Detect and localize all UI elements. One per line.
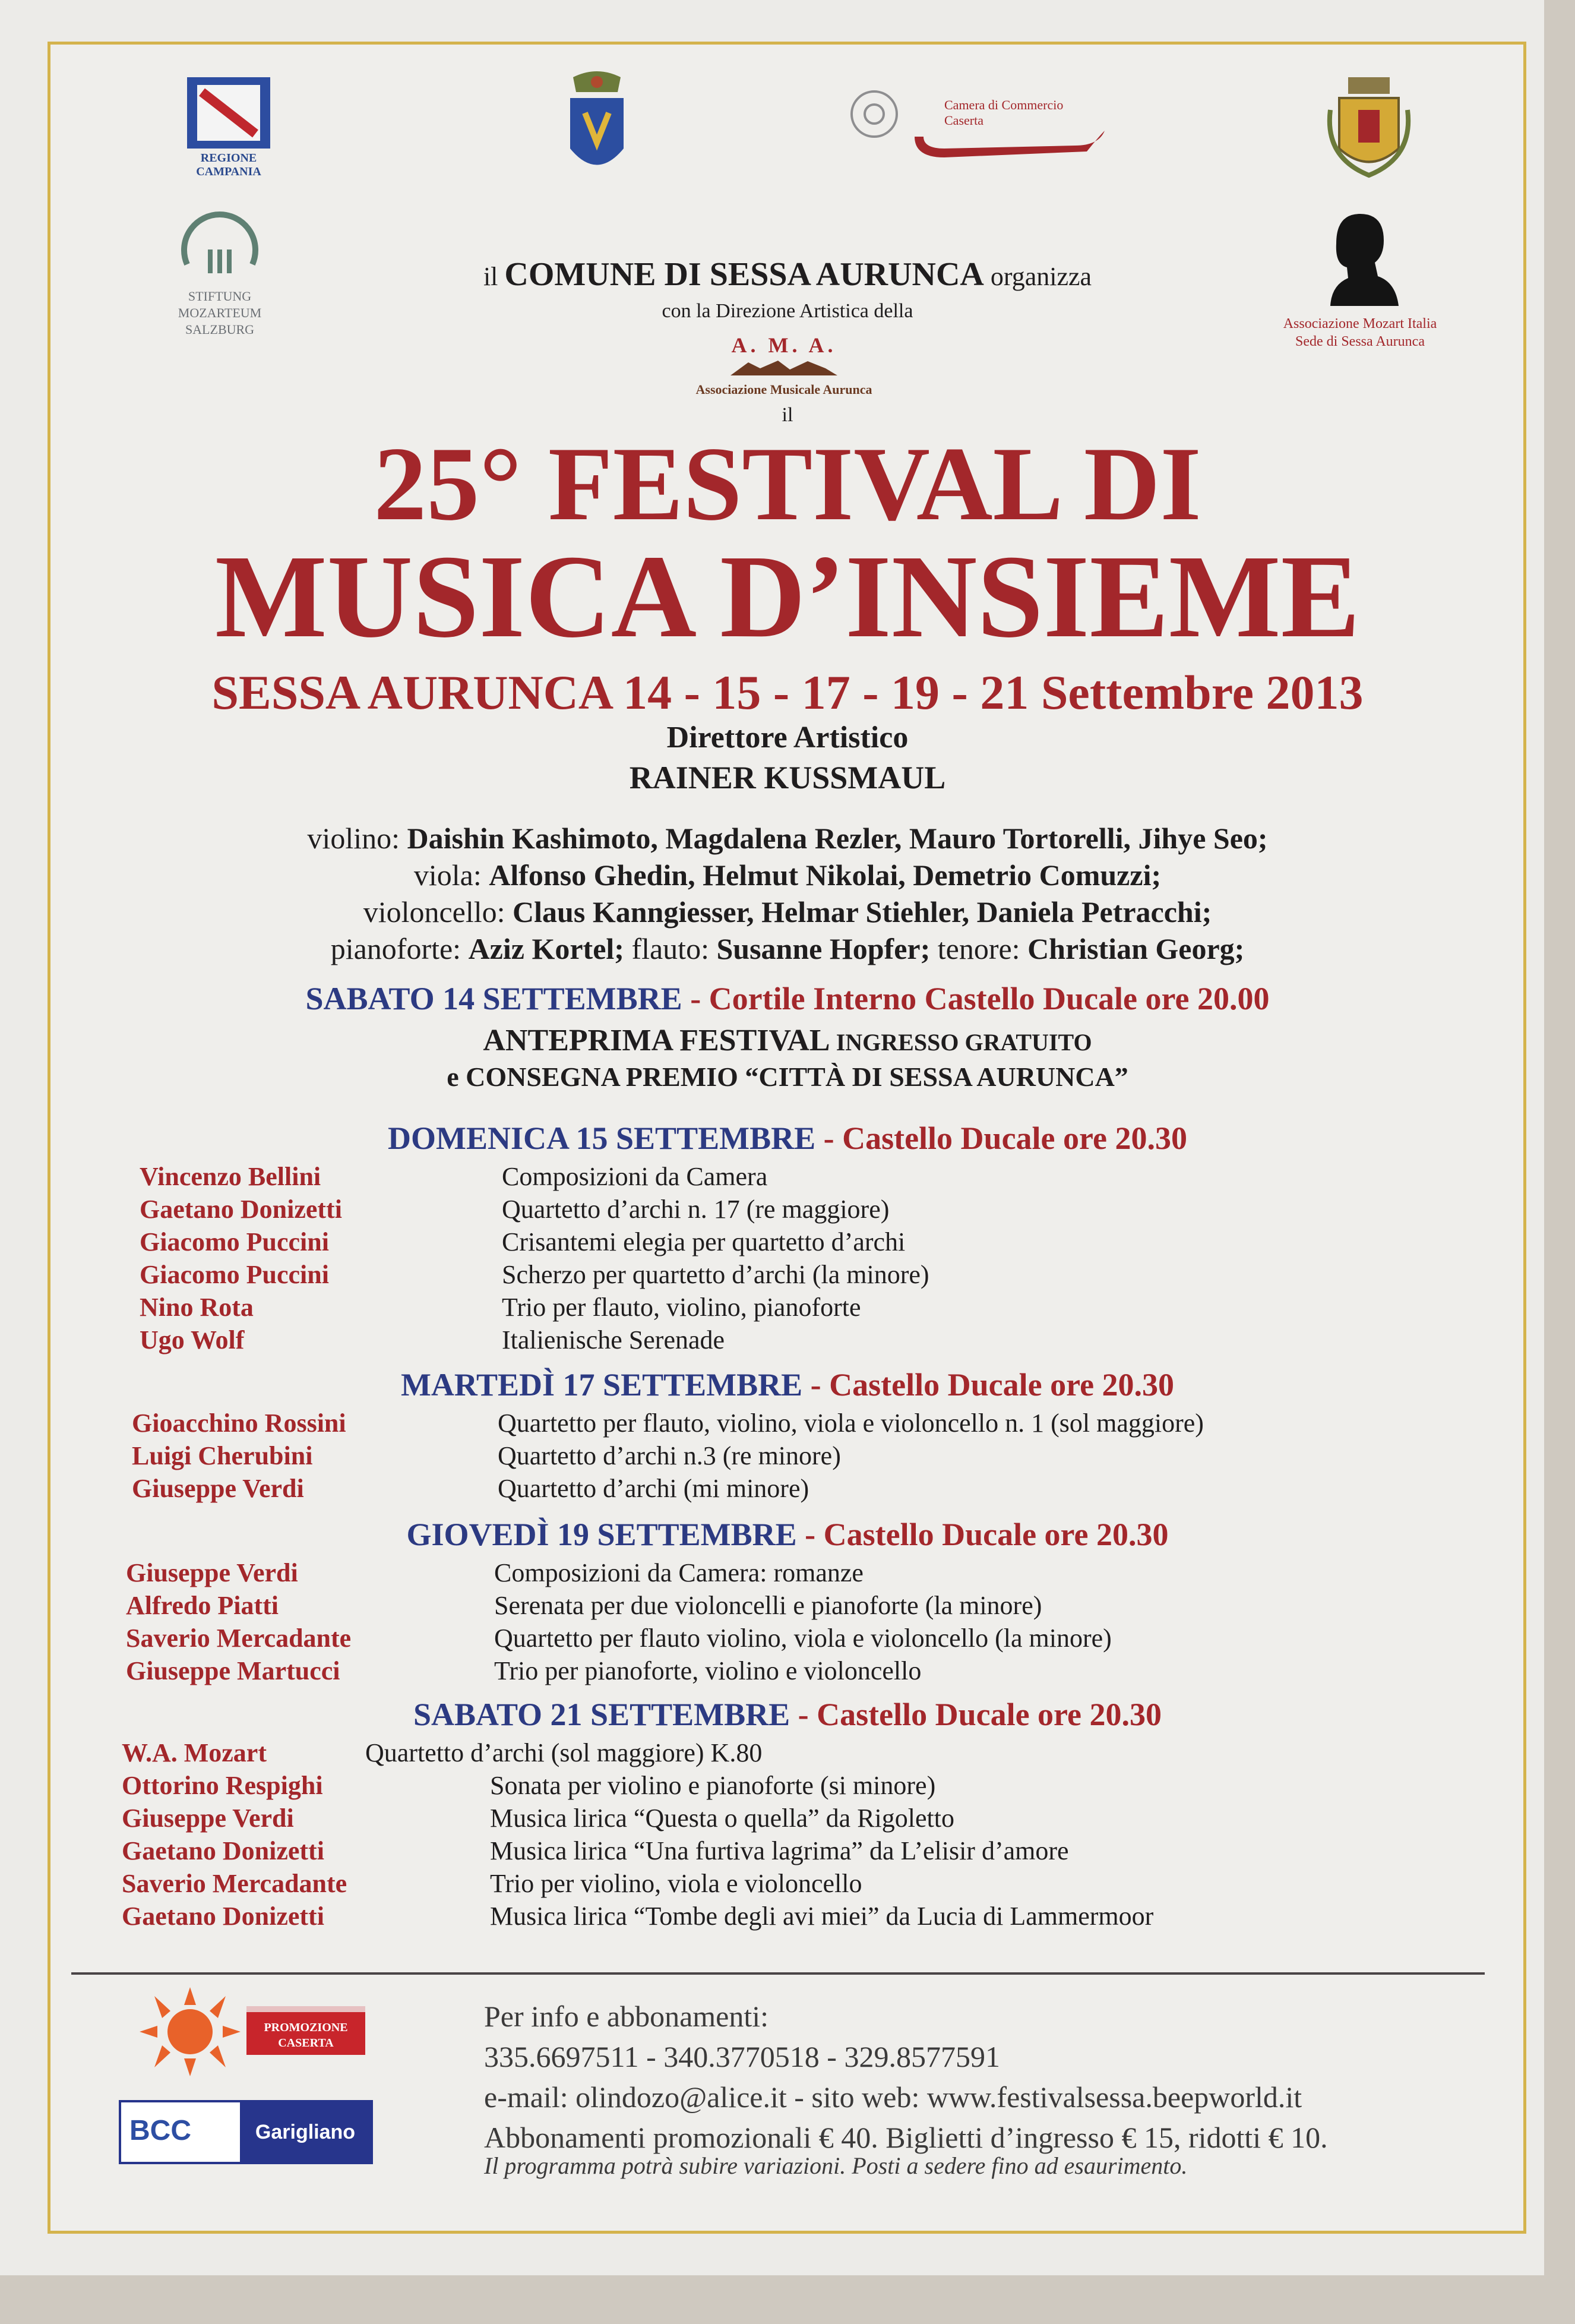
ingresso-label: INGRESSO GRATUITO xyxy=(836,1029,1092,1056)
violoncello-names: Claus Kanngiesser, Helmar Stiehler, Daniela Petracchi; xyxy=(513,895,1212,929)
email-web: e-mail: olindozo@alice.it - sito web: www.festivalsessa.beepworld.it xyxy=(484,2080,1302,2114)
composer-name: Gaetano Donizetti xyxy=(122,1836,324,1865)
work-title: Musica lirica “Una furtiva lagrima” da L’elisir d’amore xyxy=(490,1836,1069,1865)
work-title: Composizioni da Camera xyxy=(502,1162,768,1191)
camera-label-1: Camera di Commercio xyxy=(944,97,1064,112)
footer-divider xyxy=(71,1972,1485,1975)
pianoforte-names: Aziz Kortel; xyxy=(468,932,624,965)
work-title: Musica lirica “Questa o quella” da Rigoletto xyxy=(490,1804,954,1833)
town-crest-icon xyxy=(1321,74,1416,181)
salzburg-label: SALZBURG xyxy=(185,322,255,337)
composer-name: Saverio Mercadante xyxy=(122,1869,347,1898)
mozarteum-label: MOZARTEUM xyxy=(178,305,262,320)
bcc-label: BCC xyxy=(129,2115,191,2146)
composer-name: Gaetano Donizetti xyxy=(140,1195,342,1224)
work-title: Italienische Serenade xyxy=(502,1325,725,1354)
concert-heading xyxy=(0,1366,1575,1403)
violino-names: Daishin Kashimoto, Magdalena Rezler, Mauro Tortorelli, Jihye Seo; xyxy=(407,822,1268,855)
director-name: RAINER KUSSMAUL xyxy=(629,760,946,795)
organizer-line xyxy=(0,255,1575,293)
viola-label: viola: xyxy=(413,858,482,892)
promozione-caserta-logo xyxy=(134,1987,371,2079)
comune-name: COMUNE DI SESSA AURUNCA xyxy=(504,256,984,293)
work-title: Trio per violino, viola e violoncello xyxy=(490,1869,862,1898)
work-title: Musica lirica “Tombe degli avi miei” da Lucia di Lammermoor xyxy=(490,1902,1154,1931)
work-title: Serenata per due violoncelli e pianoforte (la minore) xyxy=(494,1591,1042,1620)
concert-venue: - Castello Ducale ore 20.30 xyxy=(815,1120,1187,1156)
director-label: Direttore Artistico xyxy=(666,721,909,754)
concert-heading xyxy=(0,1696,1575,1733)
opening-day: SABATO 14 SETTEMBRE xyxy=(305,981,682,1016)
composer-name: Gaetano Donizetti xyxy=(122,1902,324,1931)
regione-campania-logo xyxy=(178,74,279,179)
organizza-word: organizza xyxy=(990,262,1092,291)
work-title: Trio per pianoforte, violino e violoncello xyxy=(494,1656,922,1685)
composer-name: Gioacchino Rossini xyxy=(132,1409,346,1438)
composer-name: Giuseppe Verdi xyxy=(132,1474,304,1503)
tenore-names: Christian Georg; xyxy=(1027,932,1245,965)
performers-block xyxy=(0,820,1575,967)
composer-name: Ottorino Respighi xyxy=(122,1771,323,1800)
composer-name: Giuseppe Verdi xyxy=(126,1558,298,1587)
composer-name: Giacomo Puccini xyxy=(140,1260,329,1289)
composer-name: Ugo Wolf xyxy=(140,1325,245,1354)
premio-line: e CONSEGNA PREMIO “CITTÀ DI SESSA AURUNCA” xyxy=(447,1062,1128,1092)
provincia-caserta-logo xyxy=(561,65,632,184)
festival-title-line1: 25° FESTIVAL DI xyxy=(374,425,1201,542)
composer-name: Giacomo Puccini xyxy=(140,1227,329,1256)
composer-name: Luigi Cherubini xyxy=(132,1441,313,1470)
work-title: Quartetto d’archi n.3 (re minore) xyxy=(498,1441,841,1470)
work-title: Quartetto per flauto, violino, viola e violoncello n. 1 (sol maggiore) xyxy=(498,1409,1204,1438)
horses-icon xyxy=(725,358,843,379)
camera-commercio-logo xyxy=(849,89,1111,166)
concert-heading xyxy=(0,1516,1575,1553)
garigliano-label: Garigliano xyxy=(240,2102,371,2162)
anteprima-label: ANTEPRIMA FESTIVAL xyxy=(483,1024,828,1057)
il-line: il xyxy=(782,404,793,426)
work-title: Quartetto d’archi (mi minore) xyxy=(498,1474,809,1503)
composer-name: Vincenzo Bellini xyxy=(140,1162,321,1191)
concert-day: SABATO 21 SETTEMBRE xyxy=(413,1697,790,1732)
composer-name: Saverio Mercadante xyxy=(126,1624,352,1653)
direzione-line: con la Direzione Artistica della xyxy=(662,300,913,322)
concert-day: GIOVEDÌ 19 SETTEMBRE xyxy=(406,1517,797,1552)
opening-heading xyxy=(0,980,1575,1017)
composer-name: Giuseppe Martucci xyxy=(126,1656,340,1685)
composer-name: W.A. Mozart xyxy=(122,1738,267,1767)
phone-numbers: 335.6697511 - 340.3770518 - 329.8577591 xyxy=(484,2040,1000,2073)
crest-icon xyxy=(561,65,632,184)
work-title: Trio per flauto, violino, pianoforte xyxy=(502,1293,861,1322)
info-label: Per info e abbonamenti: xyxy=(484,2000,769,2033)
composer-name: Nino Rota xyxy=(140,1293,254,1322)
concert-venue: - Castello Ducale ore 20.30 xyxy=(796,1517,1169,1552)
violino-line xyxy=(0,820,1575,857)
camera-label-2: Caserta xyxy=(944,113,983,128)
viola-line xyxy=(0,857,1575,893)
opening-venue: - Cortile Interno Castello Ducale ore 20.00 xyxy=(682,981,1270,1016)
other-instruments-line xyxy=(0,930,1575,967)
work-title: Crisantemi elegia per quartetto d’archi xyxy=(502,1227,906,1256)
work-title: Quartetto per flauto violino, viola e violoncello (la minore) xyxy=(494,1624,1112,1653)
mozart-sede-label: Sede di Sessa Aurunca xyxy=(1295,334,1425,349)
violoncello-line xyxy=(0,893,1575,930)
flauto-names: Susanne Hopfer; xyxy=(716,932,931,965)
ama-letters: A. M. A. xyxy=(731,333,837,357)
flauto-label: flauto: xyxy=(631,932,709,965)
concert-day: MARTEDÌ 17 SETTEMBRE xyxy=(400,1367,803,1403)
composer-name: Alfredo Piatti xyxy=(126,1591,279,1620)
concert-heading xyxy=(0,1120,1575,1157)
program-note: Il programma potrà subire variazioni. Posti a sedere fino ad esaurimento. xyxy=(484,2152,1188,2179)
ama-logo xyxy=(653,333,915,397)
prices: Abbonamenti promozionali € 40. Biglietti d’ingresso € 15, ridotti € 10. xyxy=(484,2121,1328,2154)
bcc-garigliano-logo xyxy=(119,2100,373,2164)
mozart-italia-label: Associazione Mozart Italia xyxy=(1283,316,1437,331)
concert-venue: - Castello Ducale ore 20.30 xyxy=(802,1367,1175,1403)
regione-campania-icon xyxy=(184,74,273,151)
pianoforte-label: pianoforte: xyxy=(330,932,461,965)
composer-name: Giuseppe Verdi xyxy=(122,1804,294,1833)
work-title: Composizioni da Camera: romanze xyxy=(494,1558,864,1587)
work-title: Quartetto d’archi (sol maggiore) K.80 xyxy=(365,1738,763,1767)
sessa-aurunca-crest xyxy=(1321,74,1416,181)
violoncello-label: violoncello: xyxy=(363,895,505,929)
promozione-label: PROMOZIONE xyxy=(264,2021,348,2034)
il-word: il xyxy=(483,262,498,291)
concert-venue: - Castello Ducale ore 20.30 xyxy=(790,1697,1162,1732)
festival-title-line2: MUSICA D’INSIEME xyxy=(214,531,1361,662)
info-block xyxy=(484,1996,1328,2158)
regione-label: REGIONE CAMPANIA xyxy=(196,151,261,178)
caserta-label: CASERTA xyxy=(278,2036,334,2050)
stiftung-label: STIFTUNG xyxy=(188,289,252,304)
concert-day: DOMENICA 15 SETTEMBRE xyxy=(387,1120,816,1156)
ama-name: Associazione Musicale Aurunca xyxy=(695,382,872,397)
violino-label: violino: xyxy=(307,822,400,855)
tenore-label: tenore: xyxy=(937,932,1020,965)
anteprima-line xyxy=(0,1023,1575,1058)
work-title: Scherzo per quartetto d’archi (la minore) xyxy=(502,1260,929,1289)
work-title: Sonata per violino e pianoforte (si minore) xyxy=(490,1771,936,1800)
work-title: Quartetto d’archi n. 17 (re maggiore) xyxy=(502,1195,890,1224)
viola-names: Alfonso Ghedin, Helmut Nikolai, Demetrio Comuzzi; xyxy=(489,858,1162,892)
festival-dates: SESSA AURUNCA 14 - 15 - 17 - 19 - 21 Settembre 2013 xyxy=(211,665,1364,719)
